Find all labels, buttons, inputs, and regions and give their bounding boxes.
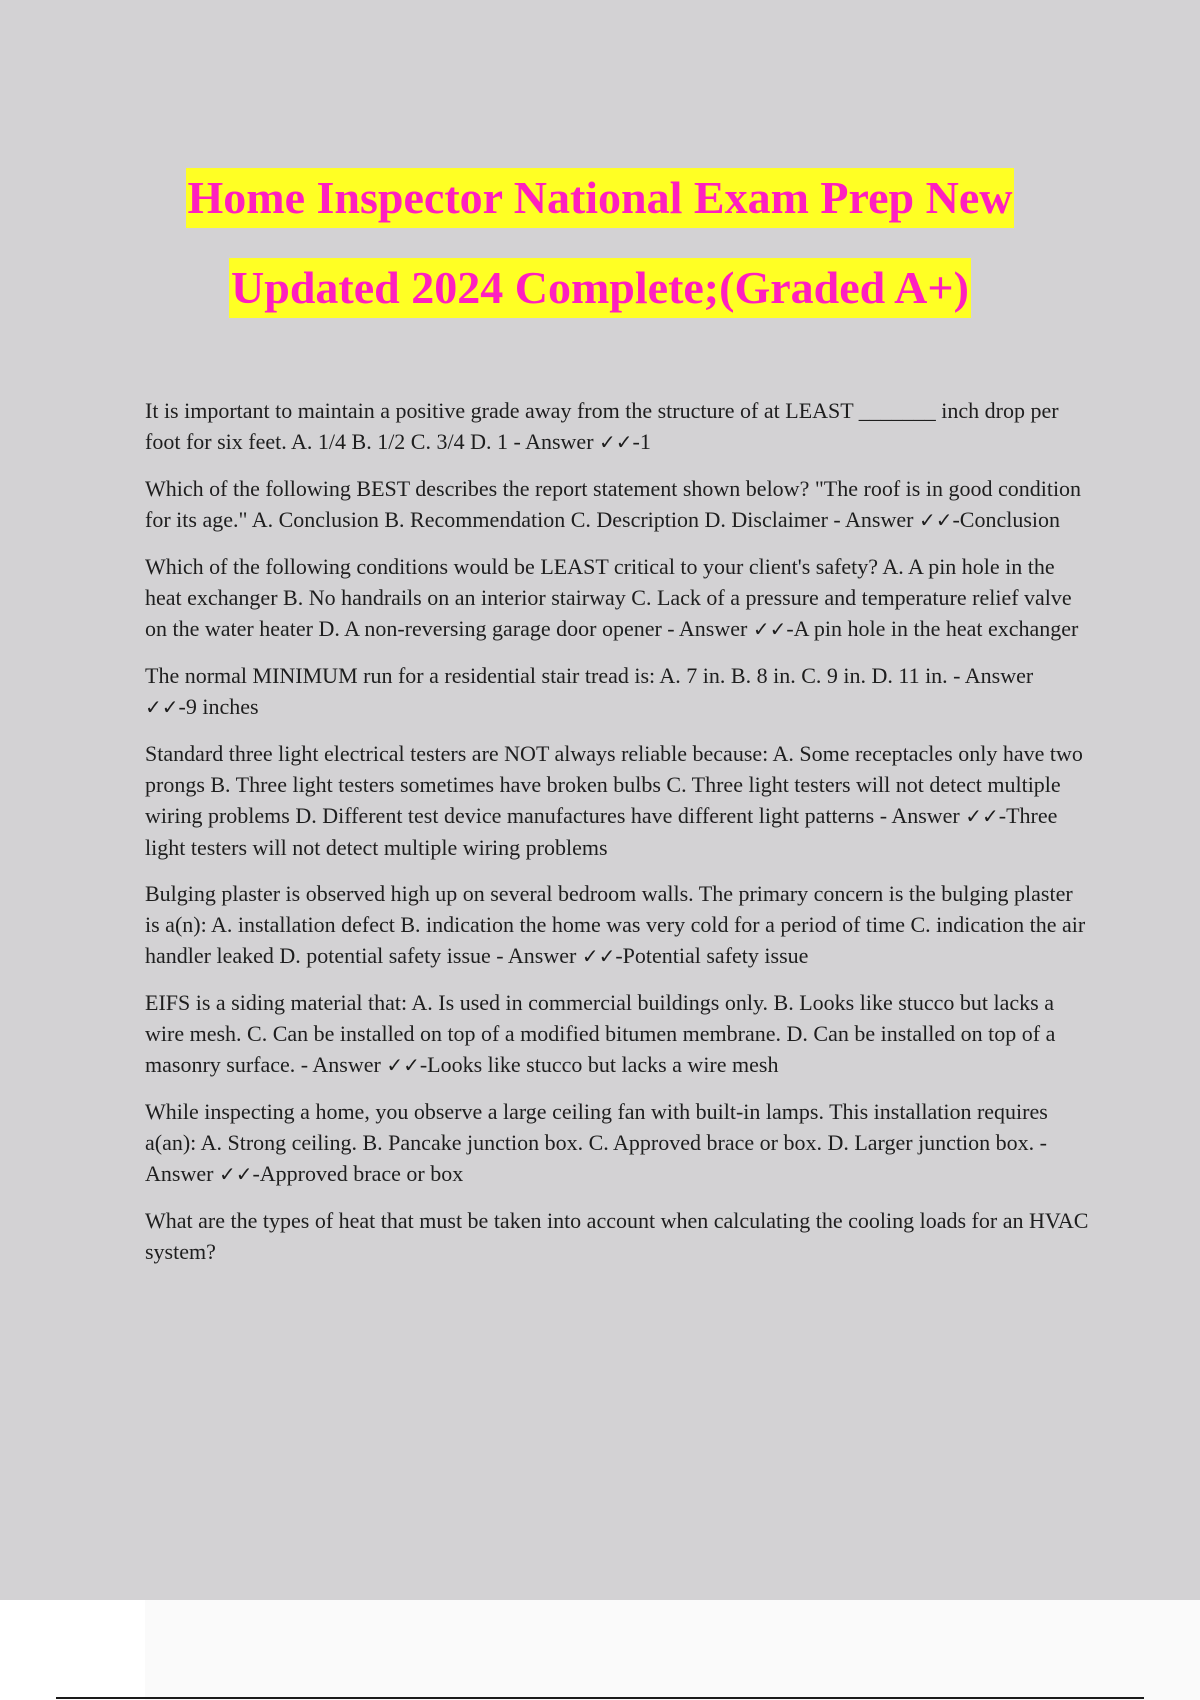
answer-text: -Looks like stucco but lacks a wire mesh [419,1052,779,1077]
question-text: Standard three light electrical testers are NOT always reliable because: A. Some receptacles only have two prongs B. Three light testers sometimes have broken bulbs C. Three light testers will not detect multiple wiring problems D. Different test device manufactures have different light patterns - Answer [145,741,1083,828]
question-item [145,738,1090,863]
question-item [145,551,1090,645]
answer-text: -Approved brace or box [252,1161,464,1186]
page-bottom-margin [0,1600,1200,1700]
answer-text: -1 [632,429,651,454]
question-list [145,395,1090,1282]
double-check-icon: ✓✓ [752,617,787,641]
question-text: EIFS is a siding material that: A. Is used in commercial buildings only. B. Looks like stucco but lacks a wire mesh. C. Can be installed on top of a modified bitumen membrane. D. Can be installed on top of a masonry surface. - Answer [145,990,1056,1077]
question-text: Which of the following conditions would be LEAST critical to your client's safety? A. A pin hole in the heat exchanger B. No handrails on an interior stairway C. Lack of a pressure and temperature relief valve on the water heater D. A non-reversing garage door opener - Answer [145,554,1072,641]
answer-text: -A pin hole in the heat exchanger [786,616,1079,641]
title-line-2: Updated 2024 Complete;(Graded A+) [229,258,971,318]
double-check-icon: ✓✓ [599,430,633,454]
question-item [145,878,1090,972]
question-text: The normal MINIMUM run for a residential stair tread is: A. 7 in. B. 8 in. C. 9 in. D. 11 in. - Answer [145,663,1034,688]
question-item [145,1096,1090,1190]
final-question-item: What are the types of heat that must be taken into account when calculating the cooling loads for an HVAC system? [145,1208,1089,1264]
question-text: Bulging plaster is observed high up on several bedroom walls. The primary concern is the bulging plaster is a(n): A. installation defect B. indication the home was very cold for a period of time C. indication the air handler leaked D. potential safety issue - Answer [145,881,1086,968]
footer-divider [56,1697,1144,1699]
question-item [145,395,1090,458]
answer-text: -Three light testers will not detect multiple wiring problems [145,803,1058,860]
bottom-shade [145,1600,1200,1700]
title-line-1: Home Inspector National Exam Prep New [186,168,1015,228]
question-item [145,987,1090,1081]
double-check-icon: ✓✓ [965,804,999,828]
answer-text: -Potential safety issue [615,943,809,968]
double-check-icon: ✓✓ [386,1053,420,1077]
double-check-icon: ✓✓ [145,695,179,719]
document-title [0,168,1200,318]
question-item [145,660,1090,723]
question-text: While inspecting a home, you observe a large ceiling fan with built-in lamps. This installation requires a(an): A. Strong ceiling. B. Pancake junction box. C. Approved brace or box. D. Larger junction box. - Answer [145,1099,1048,1186]
question-text: It is important to maintain a positive grade away from the structure of at LEAST _______ inch drop per foot for six feet. A. 1/4 B. 1/2 C. 3/4 D. 1 - Answer [145,398,1059,454]
double-check-icon: ✓✓ [918,508,953,532]
answer-text: -Conclusion [952,507,1061,532]
question-text: Which of the following BEST describes the report statement shown below? "The roof is in good condition for its age." A. Conclusion B. Recommendation C. Description D. Disclaimer - Answer [145,476,1082,532]
double-check-icon: ✓✓ [218,1162,253,1186]
answer-text: -9 inches [178,694,259,719]
double-check-icon: ✓✓ [581,944,616,968]
question-item [145,473,1090,536]
